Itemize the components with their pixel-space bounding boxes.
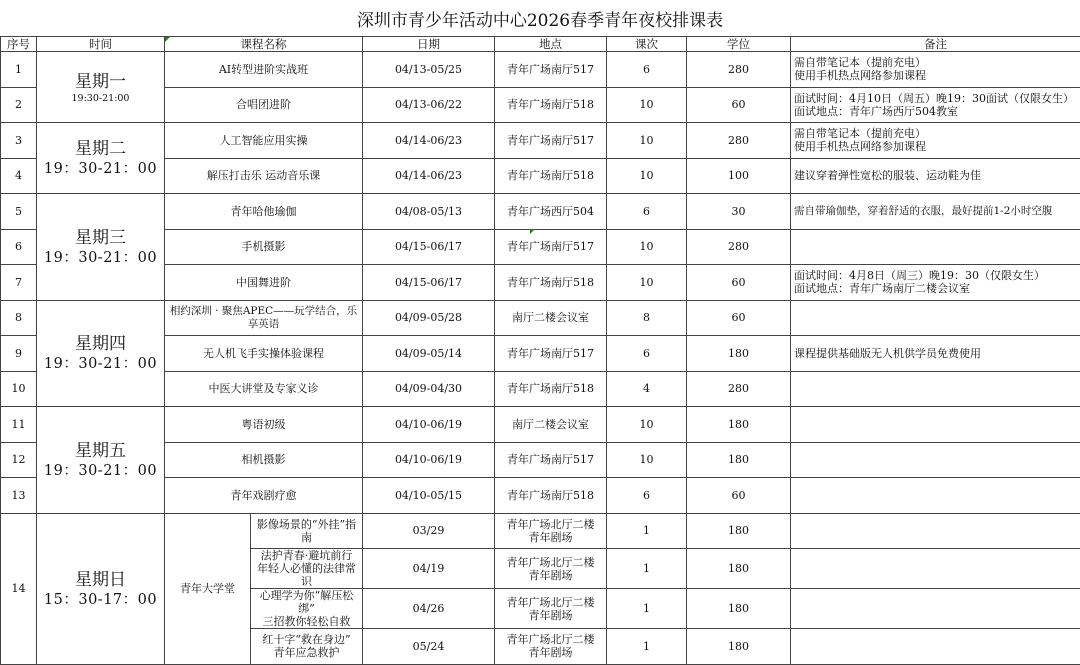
place-line-1: 青年广场北厅二楼 xyxy=(497,633,604,646)
lecture-date: 04/19 xyxy=(363,549,495,589)
lecture-title-line-1: 法护青春·避坑前行 xyxy=(253,549,360,562)
course-name: 青年哈他瑜伽 xyxy=(165,194,363,230)
course-place: 青年广场南厅518 xyxy=(495,371,607,407)
course-place: 青年广场南厅517 xyxy=(495,336,607,372)
course-sessions: 10 xyxy=(607,87,687,123)
lecture-sessions: 1 xyxy=(607,513,687,549)
day-time: 19：30-21：00 xyxy=(44,355,157,373)
course-sessions: 6 xyxy=(607,478,687,514)
lecture-place xyxy=(495,589,607,629)
day-label: 星期二 xyxy=(75,138,126,160)
day-label: 星期三 xyxy=(75,227,126,249)
lecture-title-line-2: 年轻人必懂的法律常识 xyxy=(253,562,360,588)
day-cell-monday xyxy=(37,52,165,123)
lecture-title-line-2: 三招教你轻松自救 xyxy=(253,615,360,628)
lecture-sessions: 1 xyxy=(607,629,687,665)
lecture-sessions: 1 xyxy=(607,549,687,589)
lecture-title-line-1: 影像场景的“外挂”指南 xyxy=(253,518,360,544)
course-sessions: 6 xyxy=(607,52,687,88)
row-no: 11 xyxy=(1,407,37,443)
course-seats: 100 xyxy=(687,158,791,194)
course-sessions: 8 xyxy=(607,300,687,336)
note-line-1: 需自带笔记本（提前充电） xyxy=(794,56,1078,69)
table-row xyxy=(1,123,1080,159)
course-note xyxy=(791,123,1080,159)
course-note xyxy=(791,513,1080,549)
lecture-title xyxy=(251,629,363,665)
course-seats: 280 xyxy=(687,52,791,88)
course-name: 解压打击乐 运动音乐课 xyxy=(165,158,363,194)
lecture-title-line-1: 心理学为你“解压松绑” xyxy=(253,589,360,615)
course-note xyxy=(791,52,1080,88)
day-time: 19：30-21：00 xyxy=(44,249,157,267)
note-line-2: 使用手机热点网络参加课程 xyxy=(794,69,1078,82)
course-seats: 180 xyxy=(687,336,791,372)
day-cell-wednesday xyxy=(37,194,165,301)
lecture-sessions: 1 xyxy=(607,589,687,629)
course-note xyxy=(791,549,1080,589)
course-date: 04/13-06/22 xyxy=(363,87,495,123)
day-label: 星期四 xyxy=(75,333,126,355)
course-seats: 180 xyxy=(687,442,791,478)
day-label: 星期日 xyxy=(75,569,126,591)
lecture-title-line-2: 青年应急救护 xyxy=(253,646,360,659)
course-place: 南厅二楼会议室 xyxy=(495,300,607,336)
row-no: 12 xyxy=(1,442,37,478)
course-sessions: 6 xyxy=(607,336,687,372)
row-no: 3 xyxy=(1,123,37,159)
course-name: 合唱团进阶 xyxy=(165,87,363,123)
day-time: 19：30-21：00 xyxy=(44,160,157,178)
course-seats: 30 xyxy=(687,194,791,230)
course-note xyxy=(791,589,1080,629)
lecture-place xyxy=(495,629,607,665)
course-note xyxy=(791,629,1080,665)
note-line-1: 需自带笔记本（提前充电） xyxy=(794,127,1078,140)
row-no: 13 xyxy=(1,478,37,514)
course-sessions: 6 xyxy=(607,194,687,230)
course-seats: 280 xyxy=(687,229,791,265)
table-row xyxy=(1,194,1080,230)
course-note: 课程提供基础版无人机供学员免费使用 xyxy=(791,336,1080,372)
note-line-2: 面试地点：青年广场南厅二楼会议室 xyxy=(794,282,1078,295)
place-line-1: 青年广场北厅二楼 xyxy=(497,518,604,531)
header-time: 时间 xyxy=(37,37,165,52)
lecture-seats: 180 xyxy=(687,549,791,589)
course-sessions: 10 xyxy=(607,407,687,443)
course-name: 中国舞进阶 xyxy=(165,265,363,301)
lecture-title-line-1: 红十字“救在身边” xyxy=(253,633,360,646)
course-place: 青年广场南厅517 xyxy=(495,442,607,478)
row-no: 10 xyxy=(1,371,37,407)
table-row xyxy=(1,300,1080,336)
course-sessions: 10 xyxy=(607,265,687,301)
lecture-seats: 180 xyxy=(687,629,791,665)
course-sessions: 4 xyxy=(607,371,687,407)
place-line-2: 青年剧场 xyxy=(497,646,604,659)
lecture-title xyxy=(251,513,363,549)
course-seats: 60 xyxy=(687,478,791,514)
course-name: 人工智能应用实操 xyxy=(165,123,363,159)
course-name: AI转型进阶实战班 xyxy=(165,52,363,88)
lecture-title xyxy=(251,589,363,629)
course-place: 青年广场南厅517 xyxy=(495,229,607,265)
day-cell-thursday xyxy=(37,300,165,407)
course-note xyxy=(791,87,1080,123)
course-date: 04/10-06/19 xyxy=(363,442,495,478)
header-seats: 学位 xyxy=(687,37,791,52)
header-date: 日期 xyxy=(363,37,495,52)
day-time: 15：30-17：00 xyxy=(44,591,157,609)
note-line-2: 面试地点：青年广场西厅504教室 xyxy=(794,105,1078,118)
course-date: 04/09-05/28 xyxy=(363,300,495,336)
course-sessions: 10 xyxy=(607,158,687,194)
course-seats: 60 xyxy=(687,87,791,123)
course-date: 04/08-05/13 xyxy=(363,194,495,230)
place-line-2: 青年剧场 xyxy=(497,569,604,582)
course-date: 04/15-06/17 xyxy=(363,229,495,265)
course-note xyxy=(791,229,1080,265)
course-place: 青年广场西厅504 xyxy=(495,194,607,230)
table-row xyxy=(1,52,1080,88)
place-line-2: 青年剧场 xyxy=(497,531,604,544)
row-no: 7 xyxy=(1,265,37,301)
schedule-table xyxy=(0,36,1080,665)
course-seats: 280 xyxy=(687,371,791,407)
place-line-2: 青年剧场 xyxy=(497,609,604,622)
note-line-1: 面试时间：4月8日（周三）晚19：30（仅限女生） xyxy=(794,269,1078,282)
row-no: 5 xyxy=(1,194,37,230)
course-name: 相约深圳 · 聚焦APEC——玩学结合，乐享英语 xyxy=(165,300,363,336)
lecture-place xyxy=(495,513,607,549)
row-no: 9 xyxy=(1,336,37,372)
cell-comment-marker xyxy=(530,229,535,234)
place-line-1: 青年广场北厅二楼 xyxy=(497,556,604,569)
course-name: 相机摄影 xyxy=(165,442,363,478)
course-date: 04/09-04/30 xyxy=(363,371,495,407)
row-no: 1 xyxy=(1,52,37,88)
course-sessions: 10 xyxy=(607,442,687,478)
course-place: 南厅二楼会议室 xyxy=(495,407,607,443)
course-date: 04/14-06/23 xyxy=(363,158,495,194)
lecture-seats: 180 xyxy=(687,589,791,629)
course-note xyxy=(791,300,1080,336)
course-name: 中医大讲堂及专家义诊 xyxy=(165,371,363,407)
lecture-date: 04/26 xyxy=(363,589,495,629)
day-time: 19：30-21：00 xyxy=(44,462,157,480)
course-seats: 180 xyxy=(687,407,791,443)
lecture-seats: 180 xyxy=(687,513,791,549)
course-note xyxy=(791,407,1080,443)
day-time: 19:30-21:00 xyxy=(72,93,130,104)
header-sessions: 课次 xyxy=(607,37,687,52)
course-sessions: 10 xyxy=(607,229,687,265)
header-row xyxy=(1,37,1080,52)
header-place: 地点 xyxy=(495,37,607,52)
course-date: 04/10-06/19 xyxy=(363,407,495,443)
course-seats: 60 xyxy=(687,265,791,301)
course-seats: 280 xyxy=(687,123,791,159)
course-note: 建议穿着弹性宽松的服装、运动鞋为佳 xyxy=(791,158,1080,194)
course-note xyxy=(791,478,1080,514)
course-date: 04/15-06/17 xyxy=(363,265,495,301)
day-cell-sunday xyxy=(37,513,165,664)
course-date: 04/14-06/23 xyxy=(363,123,495,159)
row-no: 4 xyxy=(1,158,37,194)
day-label: 星期一 xyxy=(75,71,126,93)
lecture-date: 05/24 xyxy=(363,629,495,665)
header-no: 序号 xyxy=(1,37,37,52)
day-cell-friday xyxy=(37,407,165,514)
table-row xyxy=(1,407,1080,443)
table-row xyxy=(1,513,1080,549)
course-place: 青年广场南厅518 xyxy=(495,265,607,301)
course-note: 需自带瑜伽垫，穿着舒适的衣服，最好提前1-2小时空腹 xyxy=(791,194,1080,230)
course-date: 04/09-05/14 xyxy=(363,336,495,372)
lecture-date: 03/29 xyxy=(363,513,495,549)
day-cell-tuesday xyxy=(37,123,165,194)
header-note: 备注 xyxy=(791,37,1080,52)
header-course: 课程名称 xyxy=(165,37,363,52)
course-sessions: 10 xyxy=(607,123,687,159)
course-date: 04/10-05/15 xyxy=(363,478,495,514)
row-no: 2 xyxy=(1,87,37,123)
course-seats: 60 xyxy=(687,300,791,336)
group-name: 青年大学堂 xyxy=(165,513,251,664)
row-no: 8 xyxy=(1,300,37,336)
cell-comment-marker xyxy=(165,37,170,42)
note-line-1: 面试时间：4月10日（周五）晚19：30面试（仅限女生） xyxy=(794,92,1078,105)
row-no: 6 xyxy=(1,229,37,265)
day-label: 星期五 xyxy=(75,440,126,462)
lecture-place xyxy=(495,549,607,589)
course-place: 青年广场南厅518 xyxy=(495,87,607,123)
course-place: 青年广场南厅518 xyxy=(495,478,607,514)
place-line-1: 青年广场北厅二楼 xyxy=(497,596,604,609)
course-place: 青年广场南厅518 xyxy=(495,158,607,194)
lecture-title xyxy=(251,549,363,589)
page-title: 深圳市青少年活动中心2026春季青年夜校排课表 xyxy=(0,0,1080,37)
course-note xyxy=(791,265,1080,301)
course-note xyxy=(791,371,1080,407)
row-no: 14 xyxy=(1,513,37,664)
course-name: 粤语初级 xyxy=(165,407,363,443)
course-place: 青年广场南厅517 xyxy=(495,52,607,88)
course-date: 04/13-05/25 xyxy=(363,52,495,88)
course-name: 无人机飞手实操体验课程 xyxy=(165,336,363,372)
note-line-2: 使用手机热点网络参加课程 xyxy=(794,140,1078,153)
course-place: 青年广场南厅517 xyxy=(495,123,607,159)
course-note xyxy=(791,442,1080,478)
course-name: 青年戏剧疗愈 xyxy=(165,478,363,514)
course-name: 手机摄影 xyxy=(165,229,363,265)
